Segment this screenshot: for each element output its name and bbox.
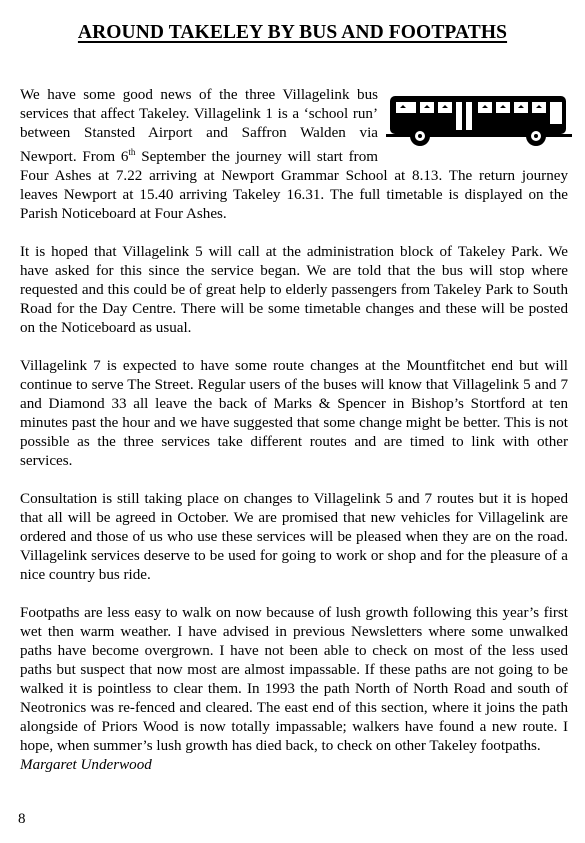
paragraph-bus-services	[20, 86, 568, 224]
footpaths-text: Footpaths are less easy to walk on now because of lush growth following this year’s first wet then warm weather. I have advised in previous Newsletters where some unwalked paths have become overgrown. I have not been able to check on most of the less used paths but suspect that now most are almost impassable. If these paths are not going to be walked it is pointless to clear them. In 1993 the path North of North Road and south of Neotronics was re-fenced and cleared. The east end of this section, where it joins the path alongside of Priors Wood is now totally impassable; walkers have found a new route. I hope, when summer’s lush growth has died back, to check on other Takeley footpaths.	[20, 605, 568, 755]
p1-text-start: We have some good news of the three Villagelink bus services that affect Takeley. Villagelink 1 is a ‘school run’ between Stansted Airport and Saffron Walden via Newport. From 6	[20, 87, 378, 166]
article-title: AROUND TAKELEY BY BUS AND FOOTPATHS	[77, 22, 508, 43]
article-body	[20, 86, 568, 775]
p1-text-end: September the journey will start from Four Ashes at 7.22 arriving at Newport Grammar School at 8.13. The return journey leaves Newport at 15.40 arriving Takeley 16.31. The full timetable is displayed on the Parish Noticeboard at Four Ashes.	[20, 149, 568, 223]
author-signature: Margaret Underwood	[20, 757, 152, 774]
p1-ordinal-suffix: th	[128, 147, 136, 157]
bus-icon	[386, 90, 572, 152]
paragraph-consultation: Consultation is still taking place on changes to Villagelink 5 and 7 routes but it is hoped that all will be agreed in October. We are promised that new vehicles for Villagelink are ordered and those of us who use these services will be pleased when they are on the road. Villagelink services deserve to be used for going to work or shop and for the pleasure of a nice country bus ride.	[20, 491, 568, 584]
page-number: 8	[18, 811, 26, 827]
paragraph-footpaths	[20, 604, 568, 775]
paragraph-villagelink-7: Villagelink 7 is expected to have some route changes at the Mountfitchet end but will continue to serve The Street. Regular users of the buses will know that Villagelink 5 and 7 and Diamond 33 all leave the back of Marks & Spencer in Bishop’s Stortford at ten minutes past the hour and we have suggested that some change might be better. This is not possible as the three services take different routes and are timed to link with other services.	[20, 358, 568, 470]
paragraph-villagelink-5: It is hoped that Villagelink 5 will call at the administration block of Takeley Park. We have asked for this since the service began. We are told that the bus will stop where requested and this could be of great help to elderly passengers from Takeley Park to South Road for the Day Centre. There will be some timetable changes and these will be posted on the Noticeboard as usual.	[20, 244, 568, 337]
